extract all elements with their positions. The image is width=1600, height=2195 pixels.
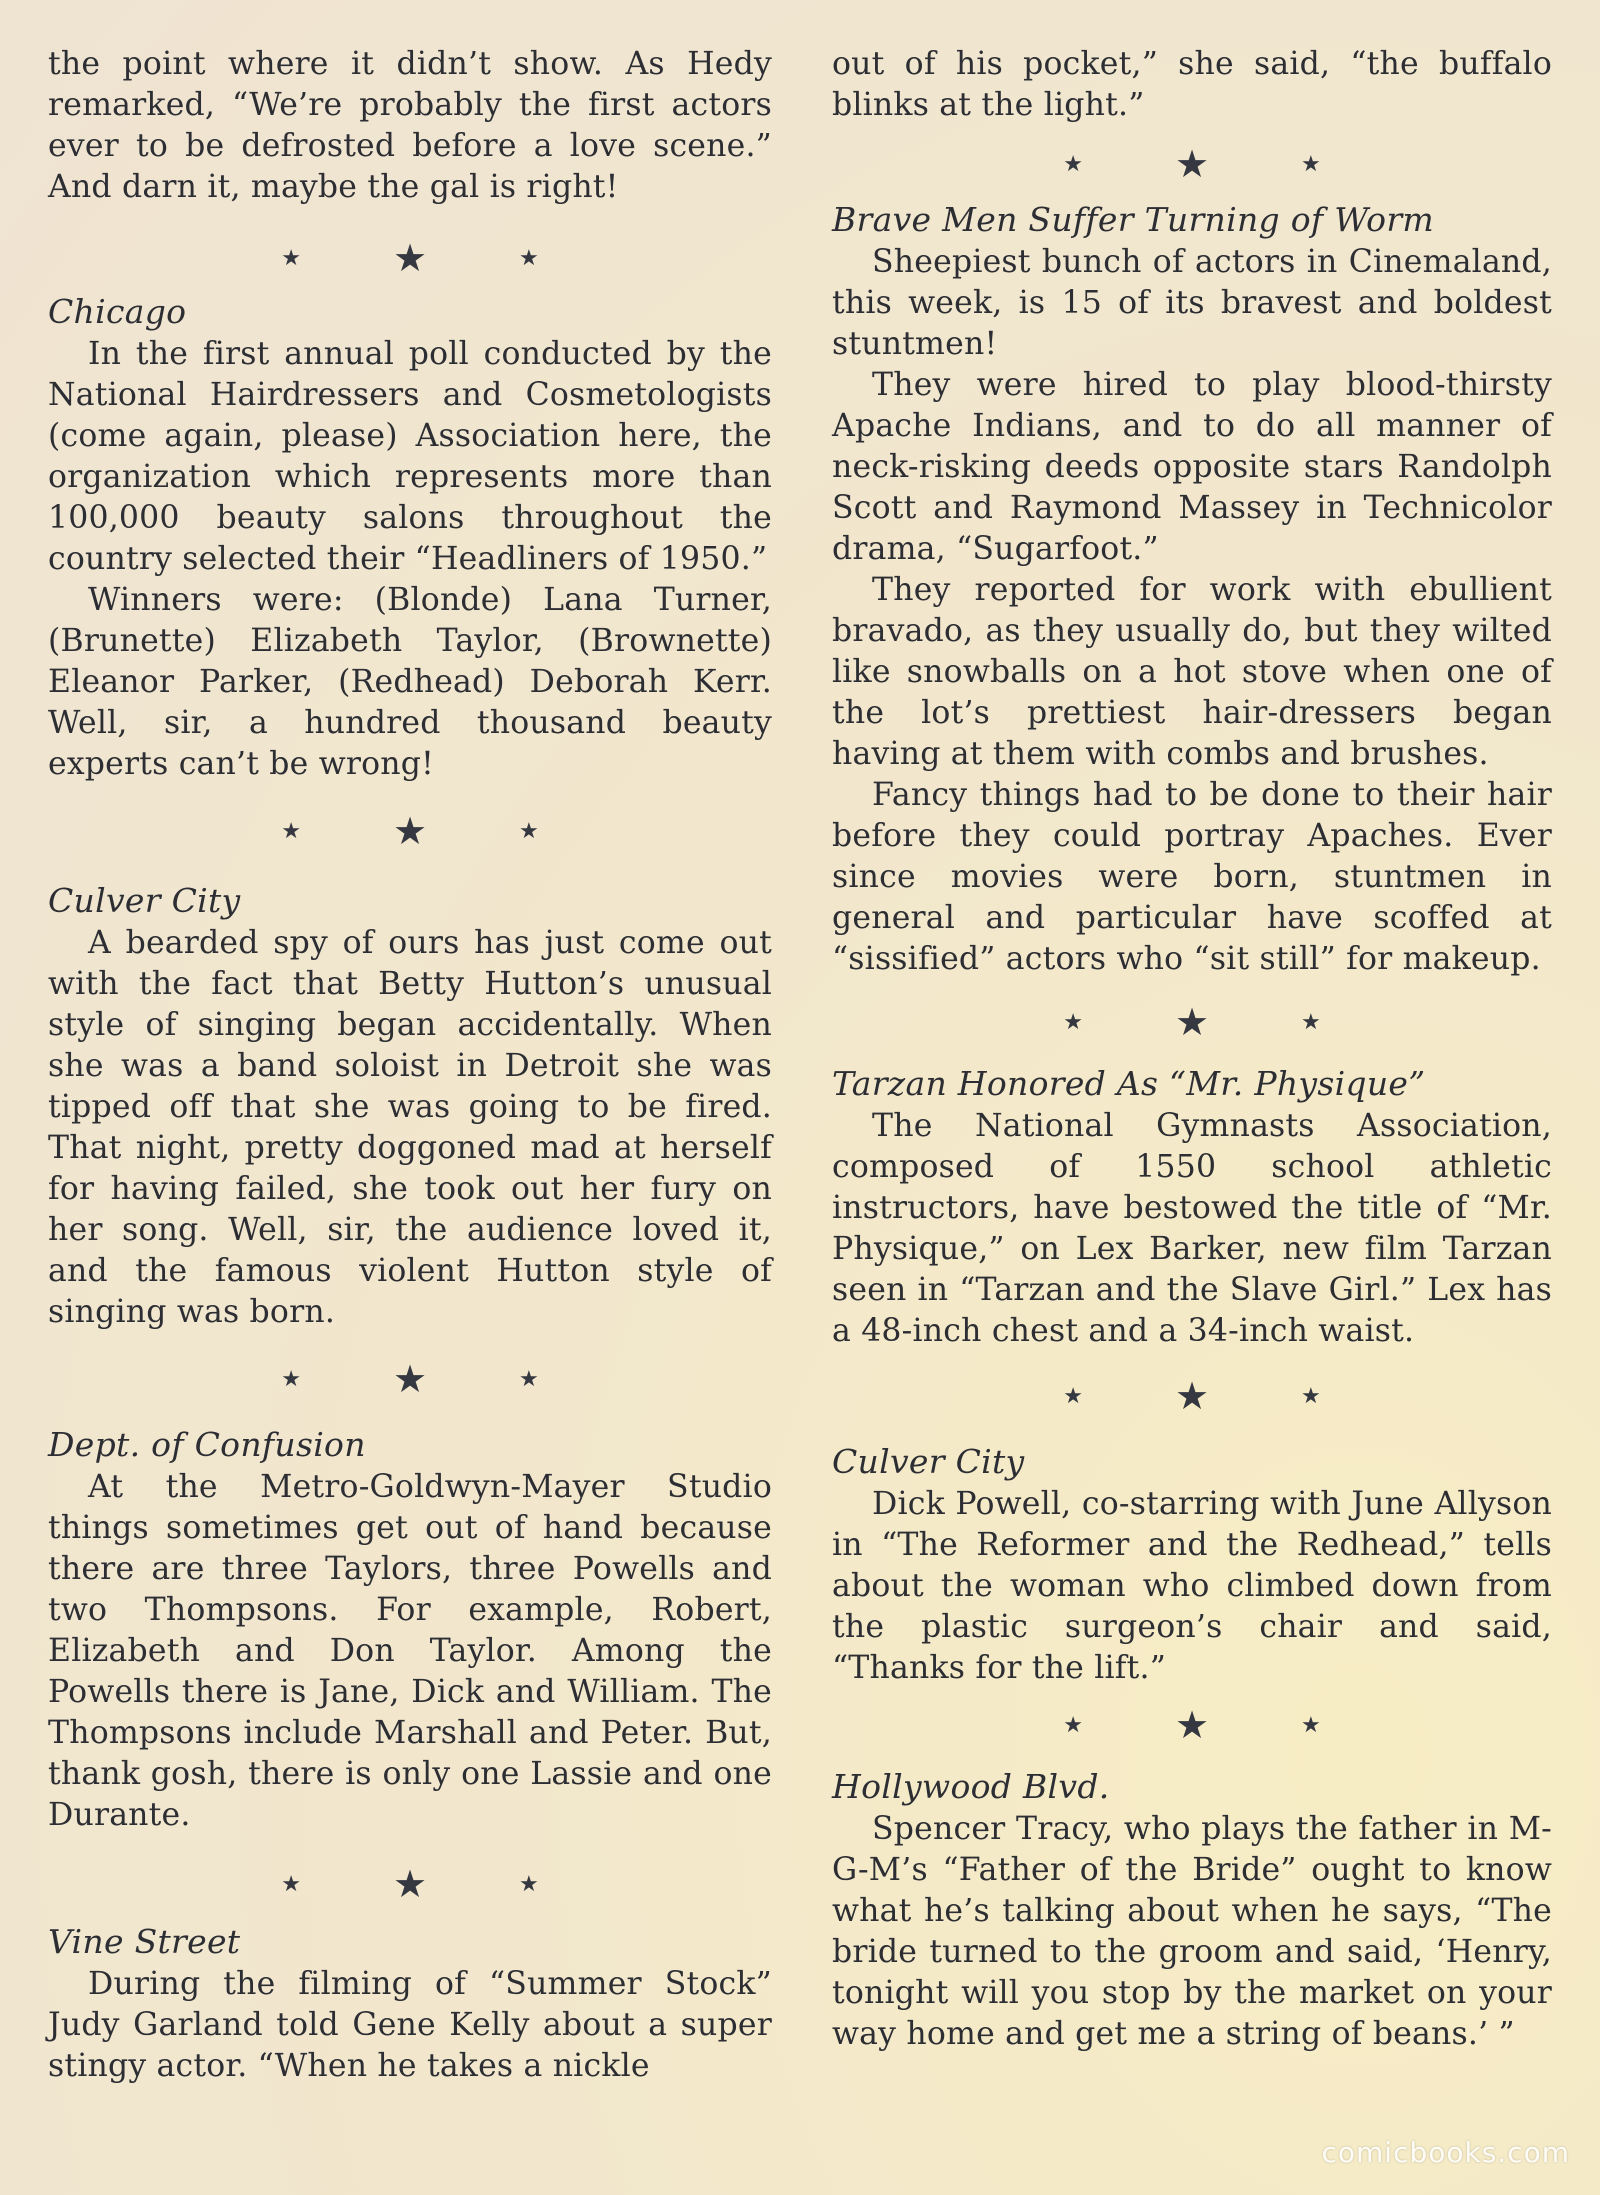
chicago-paragraph-1: In the first annual poll conducted by the National Hairdressers and Cosmetologists (come again, please) Association here, the organization which represents more than 100,000 beauty salons throughout the country selected their “Headliners of 1950.” bbox=[48, 336, 772, 577]
vine-street-paragraph: During the filming of “Summer Stock” Judy Garland told Gene Kelly about a super stingy actor. “When he takes a nickle bbox=[48, 1966, 772, 2084]
tarzan-paragraph: The National Gymnasts Association, composed of 1550 school athletic instructors, have bestowed the title of “Mr. Physique,” on Lex Barker, new film Tarzan seen in “Tarzan and the Slave Girl.” Lex has a 48-inch chest and a 34-inch waist. bbox=[832, 1108, 1552, 1349]
star-icon: ★ bbox=[392, 1357, 428, 1401]
star-icon: ★ bbox=[1063, 1009, 1083, 1035]
section-heading-culver-city: Culver City bbox=[48, 881, 241, 920]
section-heading-chicago: Chicago bbox=[48, 292, 187, 331]
star-icon: ★ bbox=[392, 236, 428, 280]
star-icon: ★ bbox=[1174, 1374, 1210, 1418]
star-icon: ★ bbox=[281, 818, 301, 844]
star-icon: ★ bbox=[1301, 1383, 1321, 1409]
star-icon: ★ bbox=[392, 809, 428, 853]
brave-men-paragraph-2: They were hired to play blood-thirsty Apache Indians, and to do all manner of neck-risking deeds opposite stars Randolph Scott and Raymond Massey in Technicolor drama, “Sugarfoot.” bbox=[832, 367, 1552, 567]
star-icon: ★ bbox=[1063, 1383, 1083, 1409]
hollywood-paragraph: Spencer Tracy, who plays the father in M-G-M’s “Father of the Bride” ought to know what he’s talking about when he says, “The bride turned to the groom and said, ‘Henry, tonight will you stop by the market on your way home and get me a string of beans.’ ” bbox=[832, 1811, 1552, 2052]
star-icon: ★ bbox=[281, 245, 301, 271]
star-divider bbox=[48, 228, 772, 288]
brave-men-paragraph-3: They reported for work with ebullient bravado, as they usually do, but they wilted like snowballs on a hot stove when one of the lot’s prettiest hair-dressers began having at them with combs and brushes. bbox=[832, 572, 1552, 772]
star-divider bbox=[832, 1695, 1552, 1755]
star-icon: ★ bbox=[1063, 1712, 1083, 1738]
section-heading-vine-street: Vine Street bbox=[48, 1922, 241, 1961]
star-icon: ★ bbox=[1301, 1009, 1321, 1035]
star-divider bbox=[832, 1366, 1552, 1426]
star-icon: ★ bbox=[1174, 142, 1210, 186]
right-column bbox=[832, 44, 1552, 2055]
section-heading-culver-city-2: Culver City bbox=[832, 1442, 1025, 1481]
section-heading-hollywood: Hollywood Blvd. bbox=[832, 1767, 1110, 1806]
culver-city-paragraph: A bearded spy of ours has just come out with the fact that Betty Hutton’s unusual style of singing began accidentally. When she was a band soloist in Detroit she was tipped off that she was going to be fired. That night, pretty doggoned mad at herself for having failed, she took out her fury on her song. Well, sir, the audience loved it, and the famous violent Hutton style of singing was born. bbox=[48, 925, 772, 1330]
star-icon: ★ bbox=[1301, 1712, 1321, 1738]
star-icon: ★ bbox=[281, 1366, 301, 1392]
star-icon: ★ bbox=[281, 1871, 301, 1897]
brave-men-paragraph-1: Sheepiest bunch of actors in Cinemaland, this week, is 15 of its bravest and boldest stuntmen! bbox=[832, 244, 1552, 362]
star-icon: ★ bbox=[1174, 1703, 1210, 1747]
section-heading-tarzan: Tarzan Honored As “Mr. Physique” bbox=[832, 1064, 1426, 1103]
culver-city-2-paragraph: Dick Powell, co-starring with June Allyson in “The Reformer and the Redhead,” tells about the woman who climbed down from the plastic surgeon’s chair and said, “Thanks for the lift.” bbox=[832, 1486, 1552, 1686]
star-icon: ★ bbox=[519, 1366, 539, 1392]
left-column bbox=[48, 44, 772, 2087]
star-icon: ★ bbox=[1174, 1000, 1210, 1044]
star-icon: ★ bbox=[519, 1871, 539, 1897]
brave-men-paragraph-4: Fancy things had to be done to their hair before they could portray Apaches. Ever since movies were born, stuntmen in general and particular have scoffed at “sissified” actors who “sit still” for makeup. bbox=[832, 777, 1552, 977]
star-icon: ★ bbox=[1301, 151, 1321, 177]
intro-paragraph: the point where it didn’t show. As Hedy remarked, “We’re probably the first actors ever to be defrosted before a love scene.” And darn it, maybe the gal is right! bbox=[48, 46, 772, 205]
star-divider bbox=[48, 801, 772, 861]
star-divider bbox=[48, 1349, 772, 1409]
star-icon: ★ bbox=[519, 245, 539, 271]
dept-confusion-paragraph: At the Metro-Goldwyn-Mayer Studio things sometimes get out of hand because there are three Taylors, three Powells and two Thompsons. For example, Robert, Elizabeth and Don Taylor. Among the Powells there is Jane, Dick and William. The Thompsons include Marshall and Peter. But, thank gosh, there is only one Lassie and one Durante. bbox=[48, 1469, 772, 1833]
star-divider bbox=[48, 1854, 772, 1914]
star-icon: ★ bbox=[392, 1862, 428, 1906]
continuation-paragraph: out of his pocket,” she said, “the buffalo blinks at the light.” bbox=[832, 46, 1552, 123]
section-heading-brave-men: Brave Men Suffer Turning of Worm bbox=[832, 200, 1435, 239]
star-icon: ★ bbox=[519, 818, 539, 844]
star-divider bbox=[832, 992, 1552, 1052]
chicago-paragraph-2: Winners were: (Blonde) Lana Turner, (Brunette) Elizabeth Taylor, (Brownette) Eleanor Parker, (Redhead) Deborah Kerr. Well, sir, a hundred thousand beauty experts can’t be wrong! bbox=[48, 582, 772, 782]
section-heading-dept-confusion: Dept. of Confusion bbox=[48, 1425, 366, 1464]
watermark-text: comicbooks.com bbox=[1321, 2136, 1570, 2169]
star-divider bbox=[832, 134, 1552, 194]
star-icon: ★ bbox=[1063, 151, 1083, 177]
